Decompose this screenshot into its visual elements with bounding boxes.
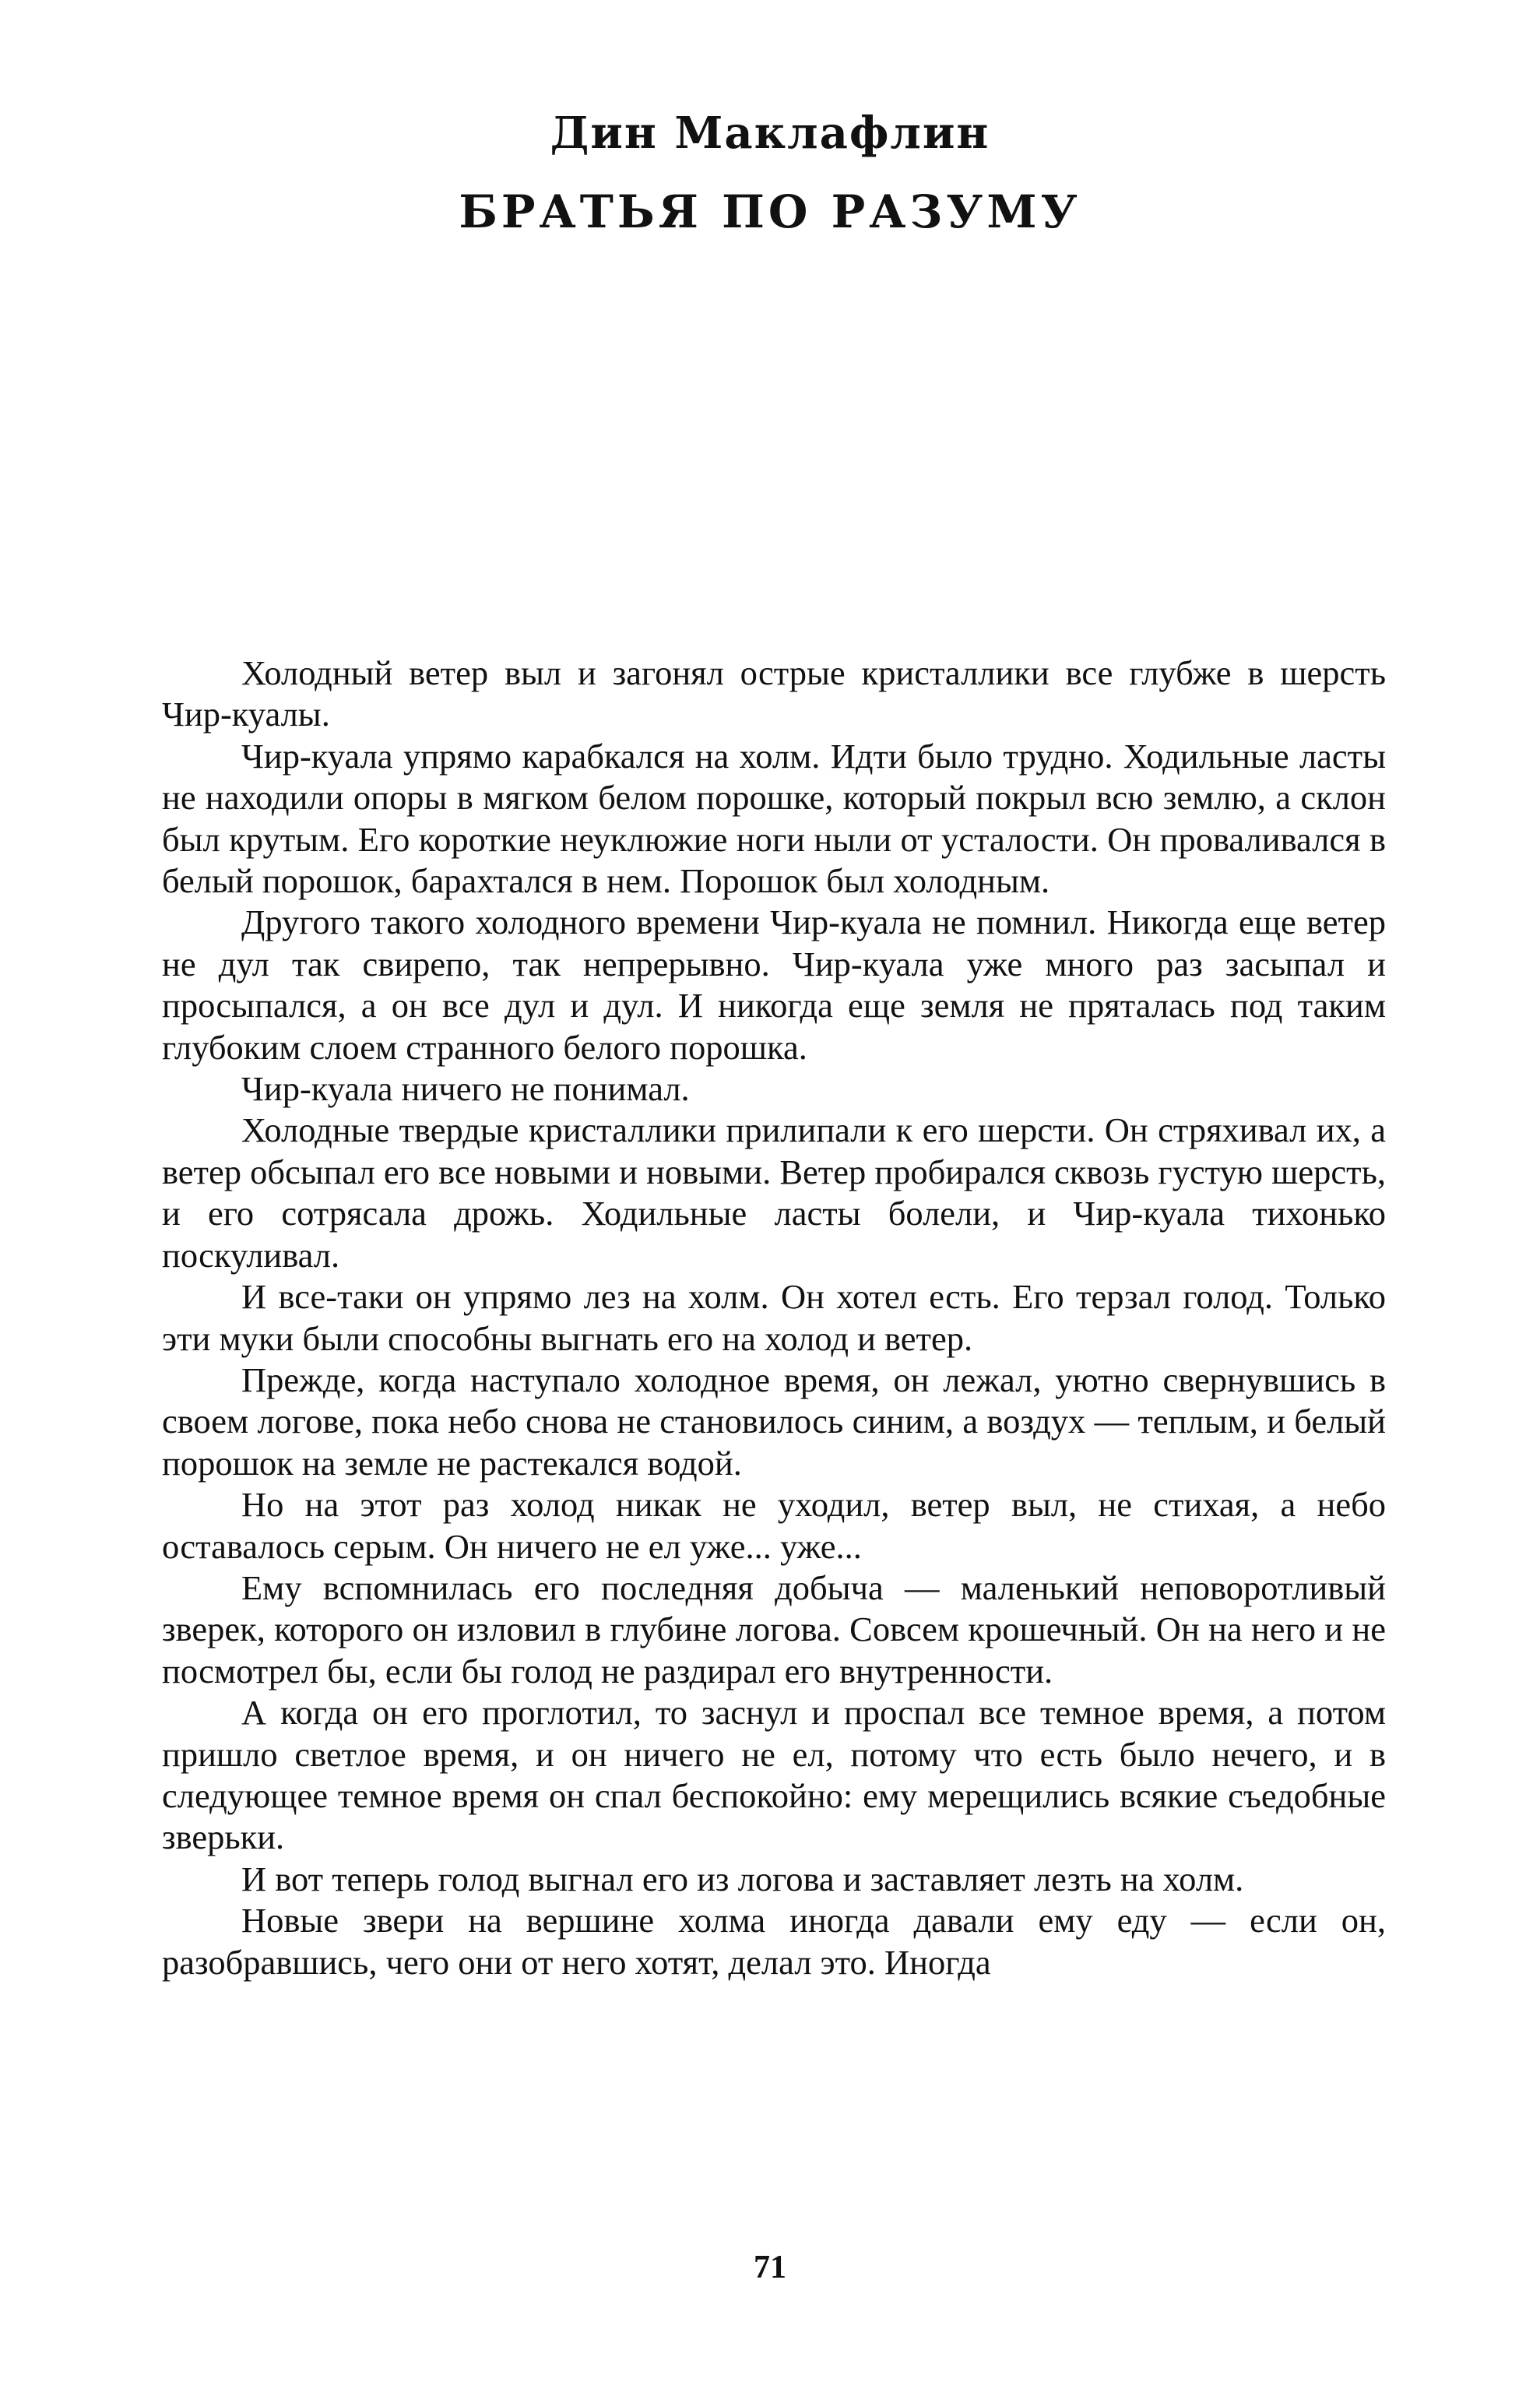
paragraph: Другого такого холодного времени Чир-куала не помнил. Никогда еще ветер не дул так свирепо, так непрерывно. Чир-куала уже много раз засыпал и просыпался, а он все дул и дул. И никогда еще земля не пряталась под таким глубоким слоем странного белого порошка. bbox=[162, 902, 1386, 1067]
paragraph: Холодные твердые кристаллики прилипали к его шерсти. Он стряхивал их, а ветер обсыпал его все новыми и новыми. Ветер пробирался сквозь густую шерсть, и его сотрясала дрожь. Ходильные ласты болели, и Чир-куала тихонько поскуливал. bbox=[162, 1110, 1386, 1275]
paragraph: А когда он его проглотил, то заснул и проспал все темное время, а потом пришло светлое время, и он ничего не ел, потому что есть было нечего, и в следующее темное время он спал беспокойно: ему мерещились всякие съедобные зверьки. bbox=[162, 1693, 1386, 1857]
story-body bbox=[162, 653, 1386, 1983]
paragraph: И все-таки он упрямо лез на холм. Он хотел есть. Его терзал голод. Только эти муки были способны выгнать его на холод и ветер. bbox=[162, 1277, 1386, 1358]
author-name: Дин Маклафлин bbox=[550, 107, 990, 159]
paragraph: Чир-куала ничего не понимал. bbox=[241, 1069, 690, 1109]
paragraph: Но на этот раз холод никак не уходил, ветер выл, не стихая, а небо оставалось серым. Он ничего не ел уже... уже... bbox=[162, 1485, 1386, 1566]
paragraph: Прежде, когда наступало холодное время, он лежал, уютно свернувшись в своем логове, пока небо снова не становилось синим, а воздух — теплым, и белый порошок на земле не растекался водой. bbox=[162, 1360, 1386, 1483]
story-title: БРАТЬЯ ПО РАЗУМУ bbox=[459, 185, 1081, 238]
paragraph: Чир-куала упрямо карабкался на холм. Идти было трудно. Ходильные ласты не находили опоры в мягком белом порошке, который покрыл всю землю, а склон был крутым. Его короткие неуклюжие ноги ныли от усталости. Он проваливался в белый порошок, барахтался в нем. Порошок был холодным. bbox=[162, 736, 1386, 901]
paragraph: Холодный ветер выл и загонял острые кристаллики все глубже в шерсть Чир-куалы. bbox=[162, 653, 1386, 734]
paragraph: Новые звери на вершине холма иногда давали ему еду — если он, разобравшись, чего они от него хотят, делал это. Иногда bbox=[162, 1901, 1386, 1982]
paragraph: Ему вспомнилась его последняя добыча — маленький неповоротливый зверек, которого он изловил в глубине логова. Совсем крошечный. Он на него и не посмотрел бы, если бы голод не раздирал его внутренности. bbox=[162, 1567, 1386, 1691]
paragraph: И вот теперь голод выгнал его из логова и заставляет лезть на холм. bbox=[241, 1859, 1244, 1898]
page-number: 71 bbox=[754, 2250, 786, 2285]
